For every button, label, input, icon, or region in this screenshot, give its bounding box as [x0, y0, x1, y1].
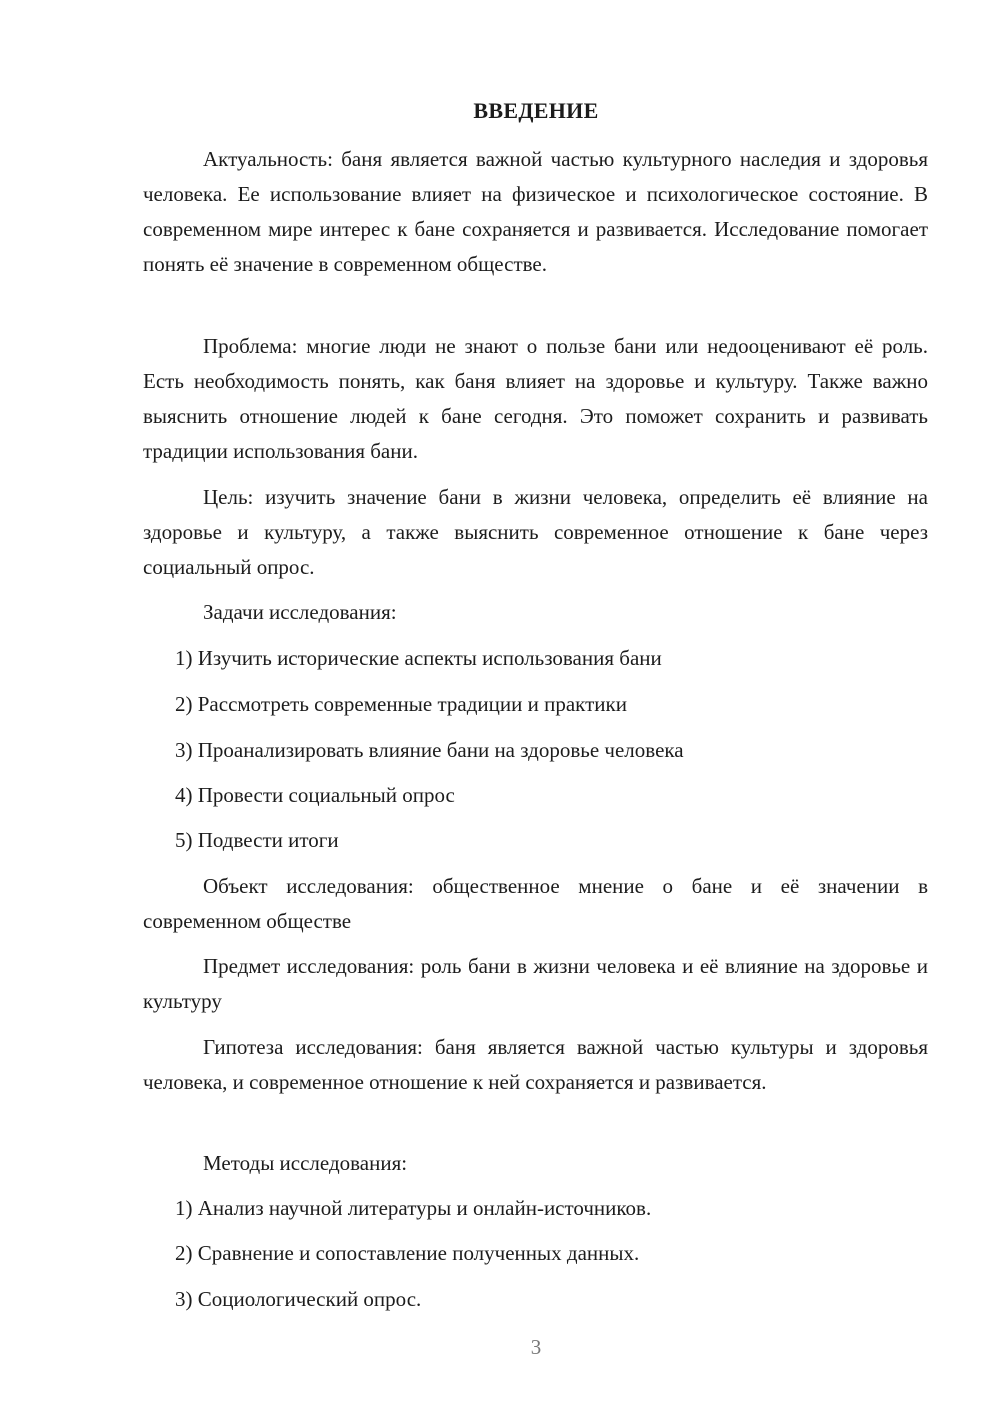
- object-paragraph: Объект исследования: общественное мнение о бане и её значении в современном обществе: [143, 874, 928, 933]
- subject-paragraph: Предмет исследования: роль бани в жизни человека и её влияние на здоровье и культуру: [143, 954, 928, 1013]
- method-item: 2) Сравнение и сопоставление полученных данных.: [175, 1241, 640, 1265]
- tasks-heading: Задачи исследования:: [203, 600, 397, 624]
- hypothesis-paragraph: Гипотеза исследования: баня является важной частью культуры и здоровья человека, и современное отношение к ней сохраняется и развивается.: [143, 1035, 928, 1094]
- task-item: 1) Изучить исторические аспекты использования бани: [175, 646, 662, 670]
- task-item: 3) Проанализировать влияние бани на здоровье человека: [175, 738, 684, 762]
- page-number: 3: [530, 1335, 542, 1359]
- section-title: ВВЕДЕНИЕ: [473, 98, 599, 123]
- method-item: 1) Анализ научной литературы и онлайн-источников.: [175, 1196, 652, 1220]
- goal-paragraph: Цель: изучить значение бани в жизни человека, определить её влияние на здоровье и культуру, а также выяснить современное отношение к бане через социальный опрос.: [143, 485, 928, 579]
- relevance-paragraph: Актуальность: баня является важной частью культурного наследия и здоровья человека. Ее использование влияет на физическое и психологическое состояние. В современном мире интерес к бане сохраняется и развивается. Исследование помогает понять её значение в современном обществе.: [143, 147, 928, 276]
- method-item: 3) Социологический опрос.: [175, 1287, 422, 1311]
- problem-paragraph: Проблема: многие люди не знают о пользе бани или недооценивают её роль. Есть необходимость понять, как баня влияет на здоровье и культуру. Также важно выяснить отношение людей к бане сегодня. Это поможет сохранить и развивать традиции использования бани.: [143, 334, 928, 463]
- task-item: 2) Рассмотреть современные традиции и практики: [175, 692, 627, 716]
- task-item: 4) Провести социальный опрос: [175, 783, 455, 807]
- task-item: 5) Подвести итоги: [175, 828, 339, 852]
- methods-heading: Методы исследования:: [203, 1151, 408, 1175]
